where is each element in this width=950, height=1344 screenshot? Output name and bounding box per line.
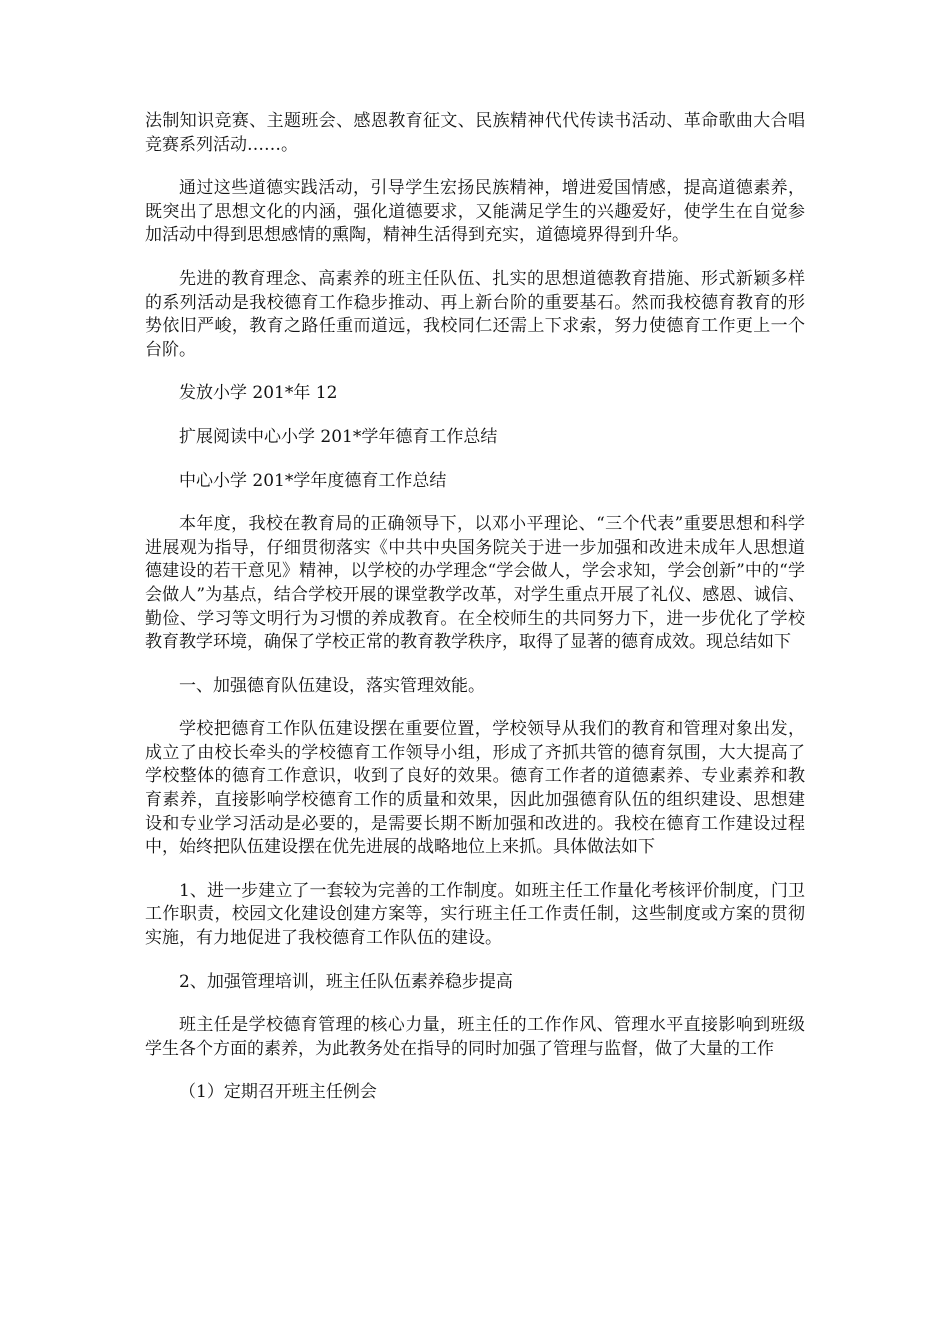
paragraph-summary-title: 中心小学 201*学年度德育工作总结 <box>179 470 447 491</box>
paragraph-head-teacher: 班主任是学校德育管理的核心力量，班主任的工作作风、管理水平直接影响到班级学生各个方面的素养，为此教务处在指导的同时加强了管理与监督，做了大量的工作 <box>145 1015 805 1059</box>
paragraph-team-building: 学校把德育工作队伍建设摆在重要位置，学校领导从我们的教育和管理对象出发，成立了由校长牵头的学校德育工作领导小组，形成了齐抓共管的德育氛围，大大提高了学校整体的德育工作意识，收到了良好的效果。德育工作者的道德素养、专业素养和教育素养，直接影响学校德育工作的质量和效果，因此加强德育队伍的组织建设、思想建设和专业学习活动是必要的，是需要长期不断加强和改进的。我校在德育工作建设过程中，始终把队伍建设摆在优先进展的战略地位上来抓。具体做法如下 <box>145 719 805 858</box>
paragraph-item-2: 2、加强管理培训，班主任队伍素养稳步提高 <box>179 971 513 992</box>
paragraph-subitem-1: （1）定期召开班主任例会 <box>179 1082 377 1103</box>
paragraph-item-1: 1、进一步建立了一套较为完善的工作制度。如班主任工作量化考核评价制度，门卫工作职责，校园文化建设创建方案等，实行班主任工作责任制，这些制度或方案的贯彻实施，有力地促进了我校德育工作队伍的建设。 <box>145 880 805 949</box>
paragraph-signature: 发放小学 201*年 12 <box>179 383 338 404</box>
paragraph-conclusion: 先进的教育理念、高素养的班主任队伍、扎实的思想道德教育措施、形式新颖多样的系列活动是我校德育工作稳步推动、再上新台阶的重要基石。然而我校德育教育的形势依旧严峻，教育之路任重而道远，我校同仁还需上下求索，努力使德育工作更上一个台阶。 <box>145 268 805 360</box>
document-body <box>145 110 805 1125</box>
paragraph-introduction: 本年度，我校在教育局的正确领导下，以邓小平理论、“三个代表”重要思想和科学进展观为指导，仔细贯彻落实《中共中央国务院关于进一步加强和改进未成年人思想道德建设的若干意见》精神，以学校的办学理念“学会做人，学会求知，学会创新”中的“学会做人”为基点，结合学校开展的课堂教学改革，对学生重点开展了礼仪、感恩、诚信、勤俭、学习等文明行为习惯的养成教育。在全校师生的共同努力下，进一步优化了学校教育教学环境，确保了学校正常的教育教学秩序，取得了显著的德育成效。现总结如下 <box>145 514 805 653</box>
paragraph-moral-practice: 通过这些道德实践活动，引导学生宏扬民族精神，增进爱国情感，提高道德素养，既突出了思想文化的内涵，强化道德要求，又能满足学生的兴趣爱好，使学生在自觉参加活动中得到思想感情的熏陶，精神生活得到充实，道德境界得到升华。 <box>145 178 805 246</box>
paragraph-activities-list: 法制知识竞赛、主题班会、感恩教育征文、民族精神代代传读书活动、革命歌曲大合唱竞赛系列活动……。 <box>145 111 805 155</box>
section-heading-1: 一、加强德育队伍建设，落实管理效能。 <box>179 675 485 696</box>
paragraph-extended-reading-title: 扩展阅读中心小学 201*学年德育工作总结 <box>179 426 498 447</box>
